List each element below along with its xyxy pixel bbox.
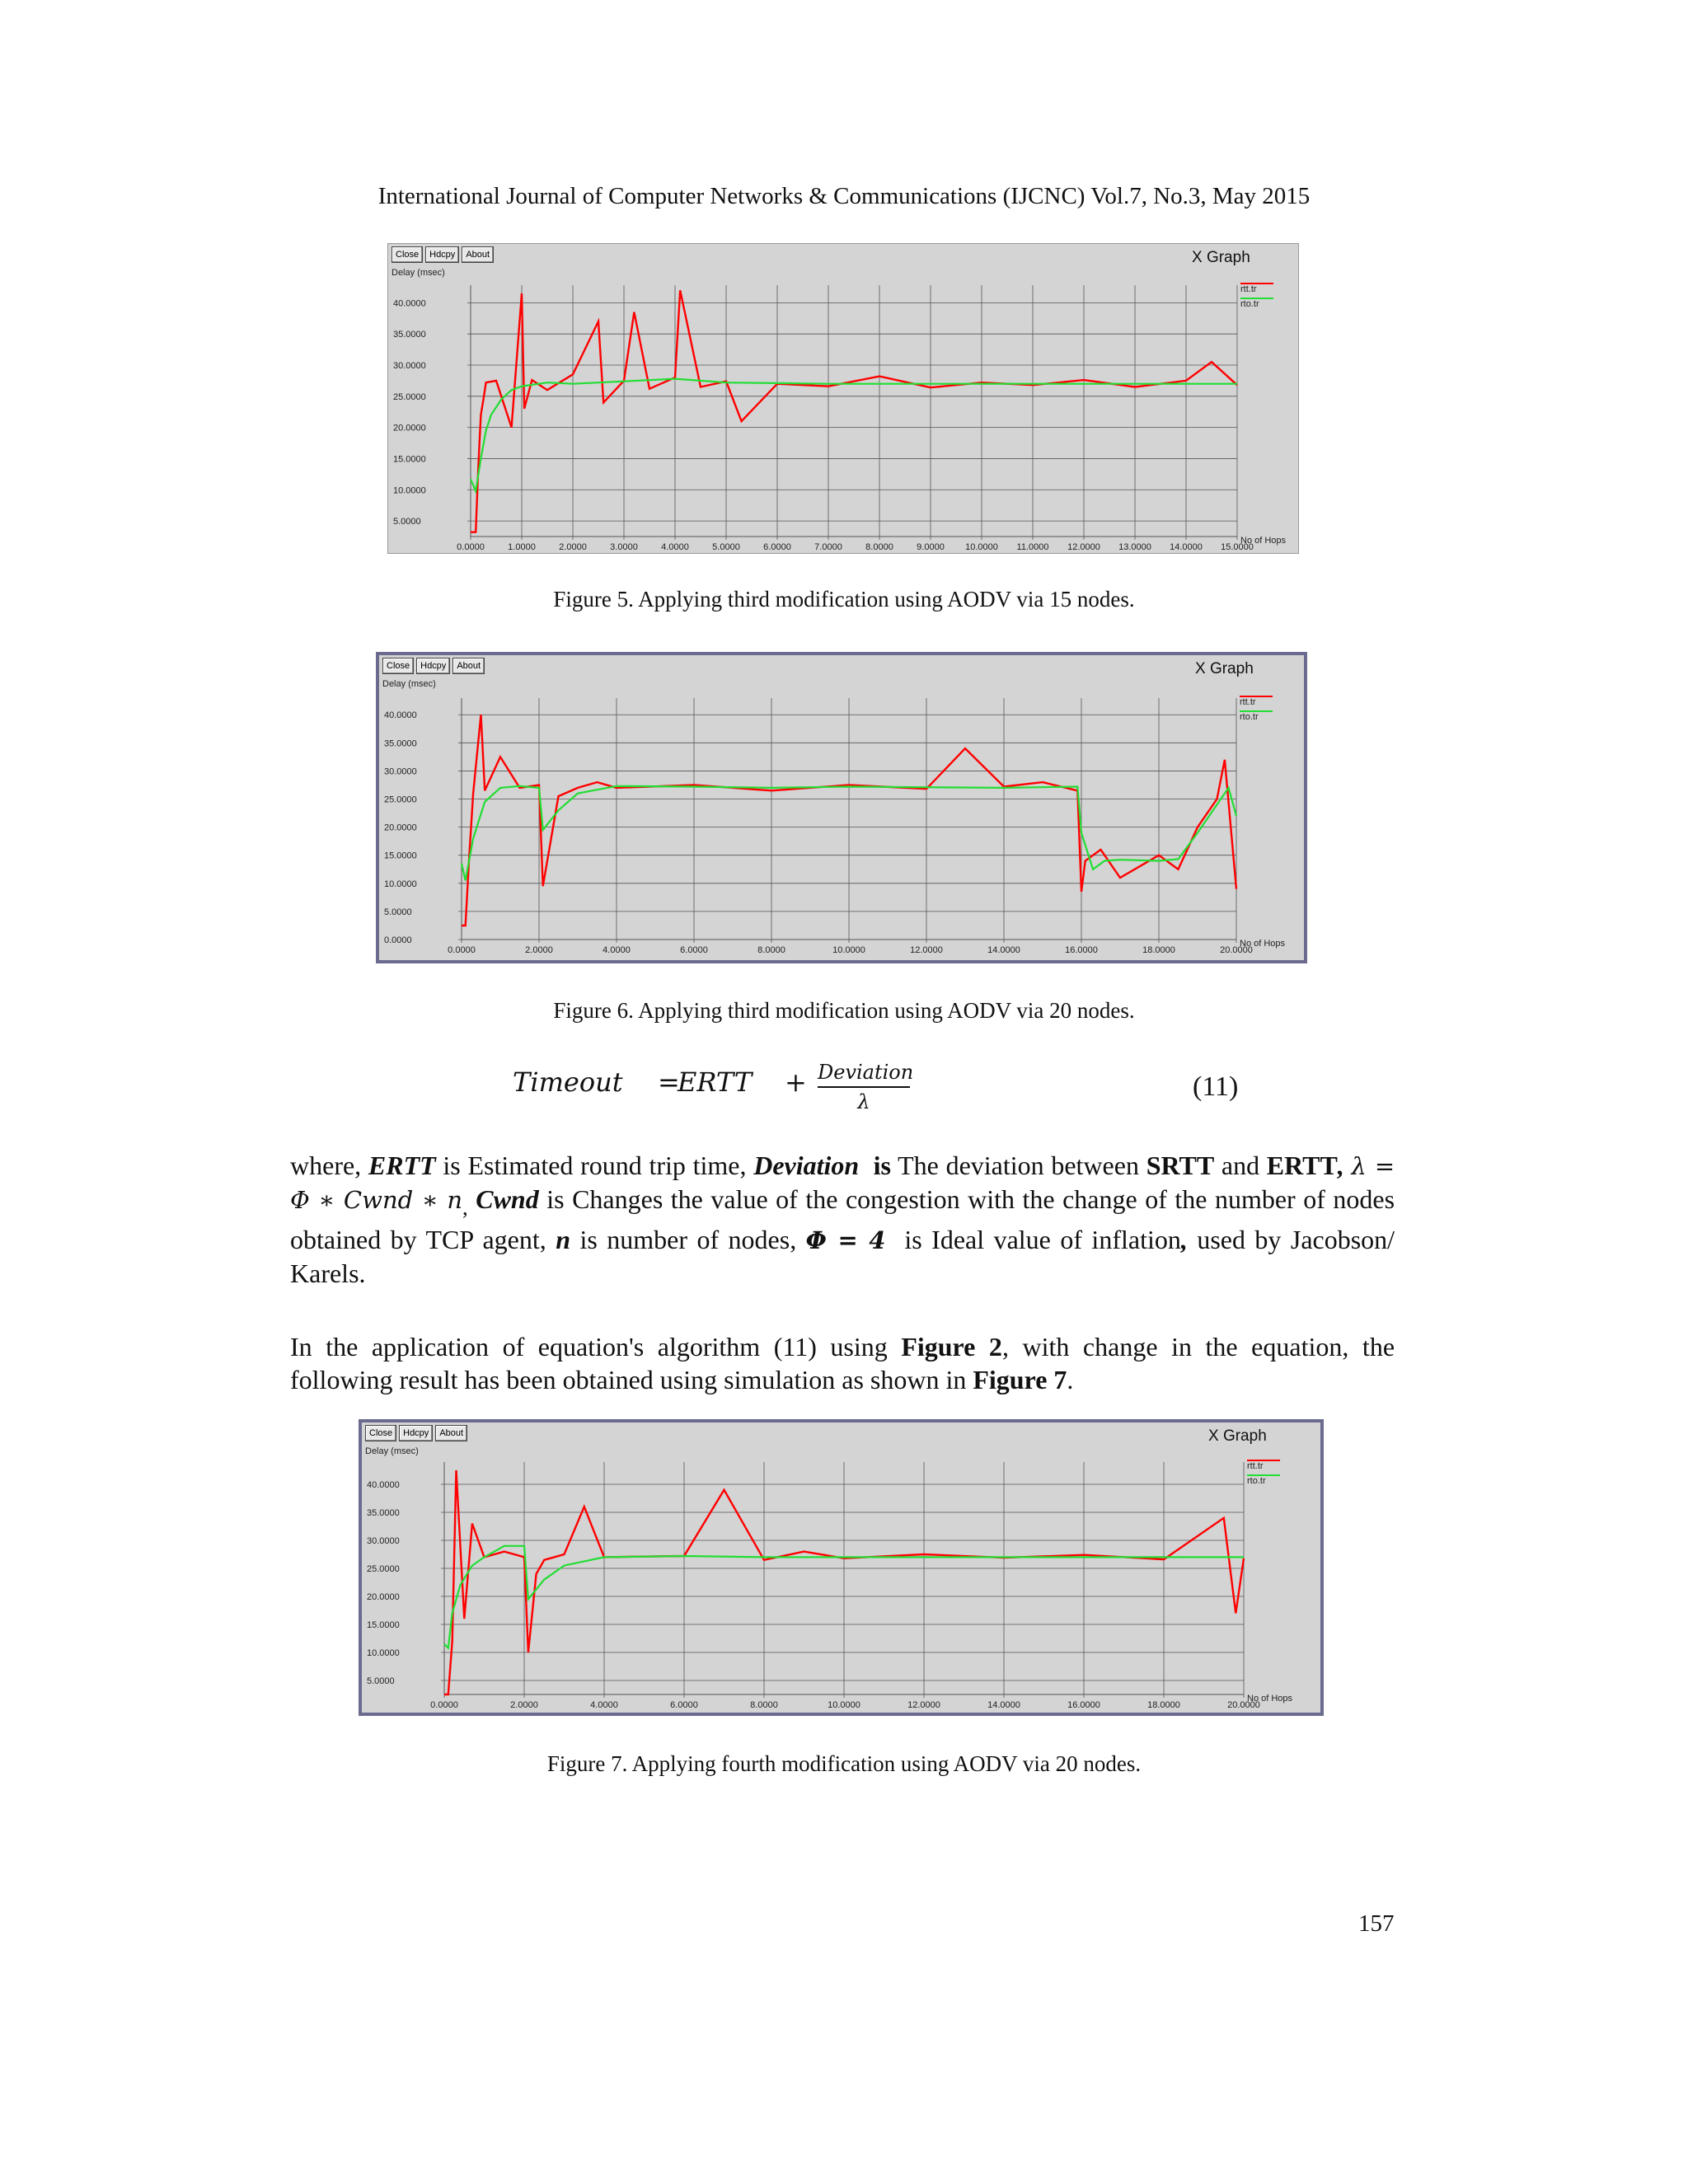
equation-numerator: Deviation [818, 1061, 910, 1088]
x-tick-label: 2.0000 [510, 1700, 538, 1710]
x-tick-label: 8.0000 [750, 1700, 778, 1710]
phi-value: Φ = 4 [805, 1226, 886, 1255]
equation-number: (11) [1193, 1071, 1239, 1102]
legend-label: rtt.tr [1247, 1461, 1264, 1471]
y-tick-label: 5.0000 [393, 517, 421, 527]
equation-fraction [818, 1061, 914, 1113]
x-tick-label: 20.0000 [1227, 1700, 1260, 1710]
y-tick-label: 30.0000 [367, 1536, 400, 1546]
x-tick-label: 9.0000 [917, 542, 945, 552]
hdcpy-button[interactable]: Hdcpy [399, 1425, 433, 1441]
x-tick-label: 13.0000 [1118, 542, 1151, 552]
about-button[interactable]: About [435, 1425, 467, 1441]
y-tick-label: 5.0000 [384, 907, 412, 917]
y-tick-label: 20.0000 [384, 823, 417, 833]
y-tick-label: 35.0000 [384, 738, 417, 749]
x-tick-label: 0.0000 [430, 1700, 458, 1710]
text: The deviation between [898, 1151, 1139, 1180]
x-tick-label: 0.0000 [457, 542, 485, 552]
xgraph-window-figure-5 [387, 243, 1299, 554]
x-axis-label: No of Hops [1240, 536, 1287, 546]
x-tick-label: 6.0000 [680, 945, 708, 955]
x-axis-label: No of Hops [1247, 1694, 1293, 1704]
lambda-formula: λ = Φ ∗ Cwnd ∗ n [290, 1152, 1395, 1214]
x-tick-label: 10.0000 [832, 945, 865, 955]
y-tick-label: 35.0000 [367, 1508, 400, 1518]
x-tick-label: 2.0000 [559, 542, 587, 552]
x-tick-label: 5.0000 [712, 542, 740, 552]
x-tick-label: 12.0000 [907, 1700, 940, 1710]
x-tick-label: 12.0000 [910, 945, 943, 955]
y-tick-label: 20.0000 [367, 1592, 400, 1602]
x-tick-label: 2.0000 [525, 945, 553, 955]
text: is Ideal value of inflation [904, 1225, 1181, 1255]
figure-5-caption: Figure 5. Applying third modification using AODV via 15 nodes. [553, 587, 1135, 612]
y-tick-label: 0.0000 [384, 935, 412, 945]
legend-label: rtt.tr [1240, 697, 1256, 707]
x-tick-label: 10.0000 [828, 1700, 860, 1710]
y-axis-label: Delay (msec) [365, 1446, 419, 1456]
x-tick-label: 6.0000 [670, 1700, 698, 1710]
text-where: where, [290, 1151, 362, 1180]
chart-figure-6 [379, 655, 1304, 960]
close-button[interactable]: Close [382, 658, 414, 674]
term-ertt: ERTT [1266, 1151, 1338, 1180]
equation-plus: + [785, 1066, 807, 1098]
journal-header: International Journal of Computer Networks & Communications (IJCNC) Vol.7, No.3, May 2015 [377, 183, 1311, 209]
about-button[interactable]: About [452, 658, 485, 674]
x-tick-label: 15.0000 [1221, 542, 1254, 552]
y-tick-label: 40.0000 [384, 710, 417, 721]
y-axis-label: Delay (msec) [382, 679, 436, 689]
x-tick-label: 16.0000 [1067, 1700, 1100, 1710]
series-line-rto-tr [471, 379, 1237, 491]
equation-equals: = [658, 1066, 680, 1098]
text: is Changes the value of the congestion with the change of the number of nodes obtained by TCP agent, [290, 1184, 1395, 1255]
y-tick-label: 20.0000 [393, 423, 426, 434]
term-n: n [556, 1225, 570, 1255]
page-number: 157 [1358, 1910, 1395, 1937]
legend-label: rtt.tr [1240, 284, 1257, 294]
y-tick-label: 25.0000 [384, 794, 417, 805]
xgraph-window-figure-7 [359, 1419, 1324, 1716]
xgraph-title: X Graph [1192, 249, 1250, 266]
y-tick-label: 35.0000 [393, 330, 426, 340]
equation-ertt: ERTT [678, 1066, 753, 1098]
close-button[interactable]: Close [365, 1425, 396, 1441]
y-tick-label: 25.0000 [367, 1564, 400, 1574]
y-tick-label: 15.0000 [367, 1620, 400, 1630]
x-axis-label: No of Hops [1240, 939, 1286, 949]
result-paragraph [290, 1330, 1395, 1396]
equation-lhs: Timeout [513, 1066, 623, 1098]
y-tick-label: 30.0000 [393, 360, 426, 371]
x-tick-label: 10.0000 [965, 542, 998, 552]
x-tick-label: 14.0000 [1170, 542, 1203, 552]
figure-2-ref: Figure 2 [901, 1332, 1002, 1361]
y-tick-label: 15.0000 [384, 851, 417, 861]
y-tick-label: 30.0000 [384, 766, 417, 777]
text: In the application of equation's algorithm (11) using [290, 1332, 888, 1361]
text: is Estimated round trip time, [443, 1151, 747, 1180]
legend-label: rto.tr [1247, 1476, 1266, 1486]
equation-denominator: λ [857, 1090, 870, 1113]
y-tick-label: 10.0000 [384, 879, 417, 889]
xgraph-title: X Graph [1208, 1427, 1267, 1445]
hdcpy-button[interactable]: Hdcpy [425, 246, 459, 263]
text: . [1067, 1365, 1074, 1394]
x-tick-label: 1.0000 [508, 542, 536, 552]
term-ertt: ERTT [368, 1151, 436, 1180]
figure-7-caption: Figure 7. Applying fourth modification using AODV via 20 nodes. [546, 1751, 1142, 1776]
x-tick-label: 3.0000 [610, 542, 638, 552]
y-tick-label: 10.0000 [393, 485, 426, 496]
about-button[interactable]: About [462, 246, 494, 263]
x-tick-label: 4.0000 [661, 542, 689, 552]
definitions-paragraph: where, ERTT is Estimated round trip time, Deviation is The deviation between SRTT and ERTT, λ = Φ ∗ Cwnd ∗ $n_,$ Cwnd is Changes the value of the congestion with the change of the number of nodes obtained by TCP agent, n is number of nodes, Φ = 4 is Ideal value of inflation, used by Jacobson/ Karels. [290, 1151, 1395, 1289]
x-tick-label: 4.0000 [603, 945, 631, 955]
x-tick-label: 14.0000 [987, 945, 1020, 955]
hdcpy-button[interactable]: Hdcpy [416, 658, 450, 674]
close-button[interactable]: Close [392, 246, 423, 263]
text-comma: , [1337, 1151, 1344, 1180]
x-tick-label: 4.0000 [590, 1700, 618, 1710]
x-tick-label: 14.0000 [987, 1700, 1020, 1710]
term-srtt: SRTT [1146, 1151, 1215, 1180]
x-tick-label: 0.0000 [448, 945, 476, 955]
legend-label: rto.tr [1240, 299, 1259, 309]
x-tick-label: 6.0000 [763, 542, 791, 552]
x-tick-label: 18.0000 [1147, 1700, 1180, 1710]
y-tick-label: 40.0000 [367, 1480, 400, 1490]
y-tick-label: 5.0000 [367, 1676, 395, 1686]
legend-label: rto.tr [1240, 712, 1259, 722]
chart-figure-5 [388, 244, 1298, 553]
y-tick-label: 40.0000 [393, 298, 426, 309]
figure-7-ref: Figure 7 [973, 1365, 1067, 1394]
x-tick-label: 7.0000 [814, 542, 842, 552]
y-tick-label: 25.0000 [393, 391, 426, 402]
x-tick-label: 12.0000 [1067, 542, 1100, 552]
x-tick-label: 8.0000 [757, 945, 785, 955]
y-tick-label: 10.0000 [367, 1648, 400, 1658]
xgraph-window-figure-6 [376, 652, 1307, 963]
xgraph-title: X Graph [1195, 660, 1254, 677]
x-tick-label: 8.0000 [865, 542, 893, 552]
text: , with change in the equation, the following result has been obtained using simulation as shown in [290, 1332, 1395, 1394]
y-axis-label: Delay (msec) [392, 268, 445, 278]
term-deviation: Deviation [753, 1151, 860, 1180]
x-tick-label: 18.0000 [1142, 945, 1175, 955]
figure-6-caption: Figure 6. Applying third modification using AODV via 20 nodes. [553, 998, 1135, 1023]
x-tick-label: 16.0000 [1065, 945, 1098, 955]
y-tick-label: 15.0000 [393, 454, 426, 465]
text: used by Jacobson/ Karels. [290, 1225, 1395, 1289]
text-and: and [1221, 1151, 1260, 1180]
series-line-rtt-tr [471, 290, 1237, 532]
text-is: is [873, 1151, 891, 1180]
x-tick-label: 11.0000 [1016, 542, 1049, 552]
text: is number of nodes, [579, 1225, 797, 1255]
chart-figure-7 [362, 1422, 1320, 1713]
x-tick-label: 20.0000 [1220, 945, 1253, 955]
term-cwnd: Cwnd [476, 1184, 539, 1214]
